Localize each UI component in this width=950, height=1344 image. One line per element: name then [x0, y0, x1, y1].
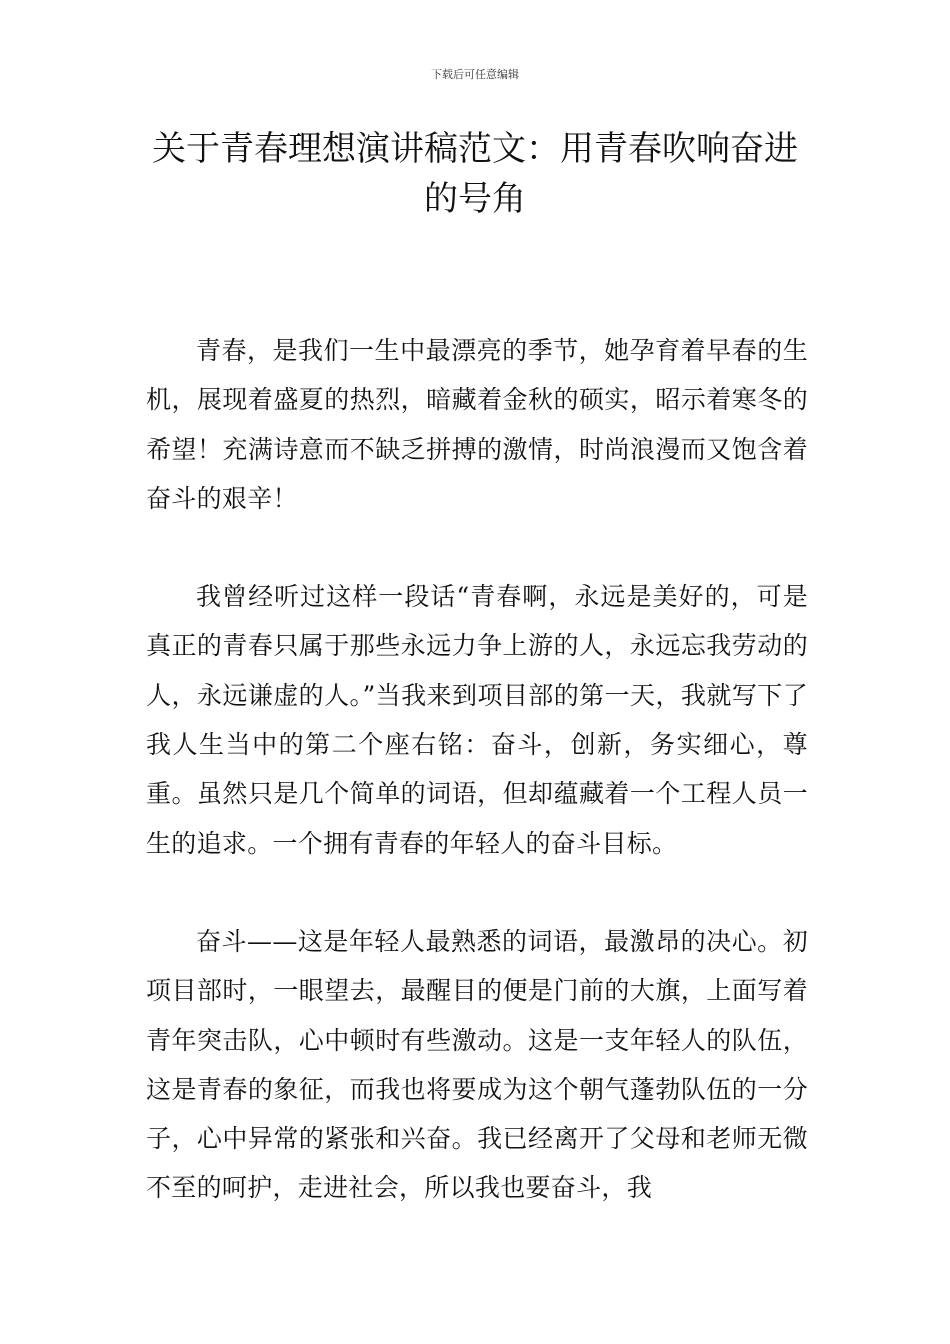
paragraph-1: 青春，是我们一生中最漂亮的季节，她孕育着早春的生机，展现着盛夏的热烈，暗藏着金秋的硕实，昭示着寒冬的希望！充满诗意而不缺乏拼搏的激情，时尚浪漫而又饱含着奋斗的艰辛！	[146, 336, 808, 513]
paragraph-3: 奋斗——这是年轻人最熟悉的词语，最激昂的决心。初项目部时，一眼望去，最醒目的便是门前的大旗，上面写着青年突击队，心中顿时有些激动。这是一支年轻人的队伍，这是青春的象征，而我也将要成为这个朝气蓬勃队伍的一分子，心中异常的紧张和兴奋。我已经离开了父母和老师无微不至的呵护，走进社会，所以我也要奋斗，我	[146, 926, 808, 1203]
header-note: 下载后可任意编辑	[431, 68, 519, 81]
document-title: 关于青春理想演讲稿范文：用青春吹响奋进的号角	[152, 129, 798, 219]
paragraph-2: 我曾经听过这样一段话“青春啊，永远是美好的，可是真正的青春只属于那些永远力争上游的人，永远忘我劳动的人，永远谦虚的人。”当我来到项目部的第一天，我就写下了我人生当中的第二个座右铭：奋斗，创新，务实细心，尊重。虽然只是几个简单的词语，但却蕴藏着一个工程人员一生的追求。一个拥有青春的年轻人的奋斗目标。	[146, 582, 808, 858]
document-body	[146, 326, 808, 1262]
